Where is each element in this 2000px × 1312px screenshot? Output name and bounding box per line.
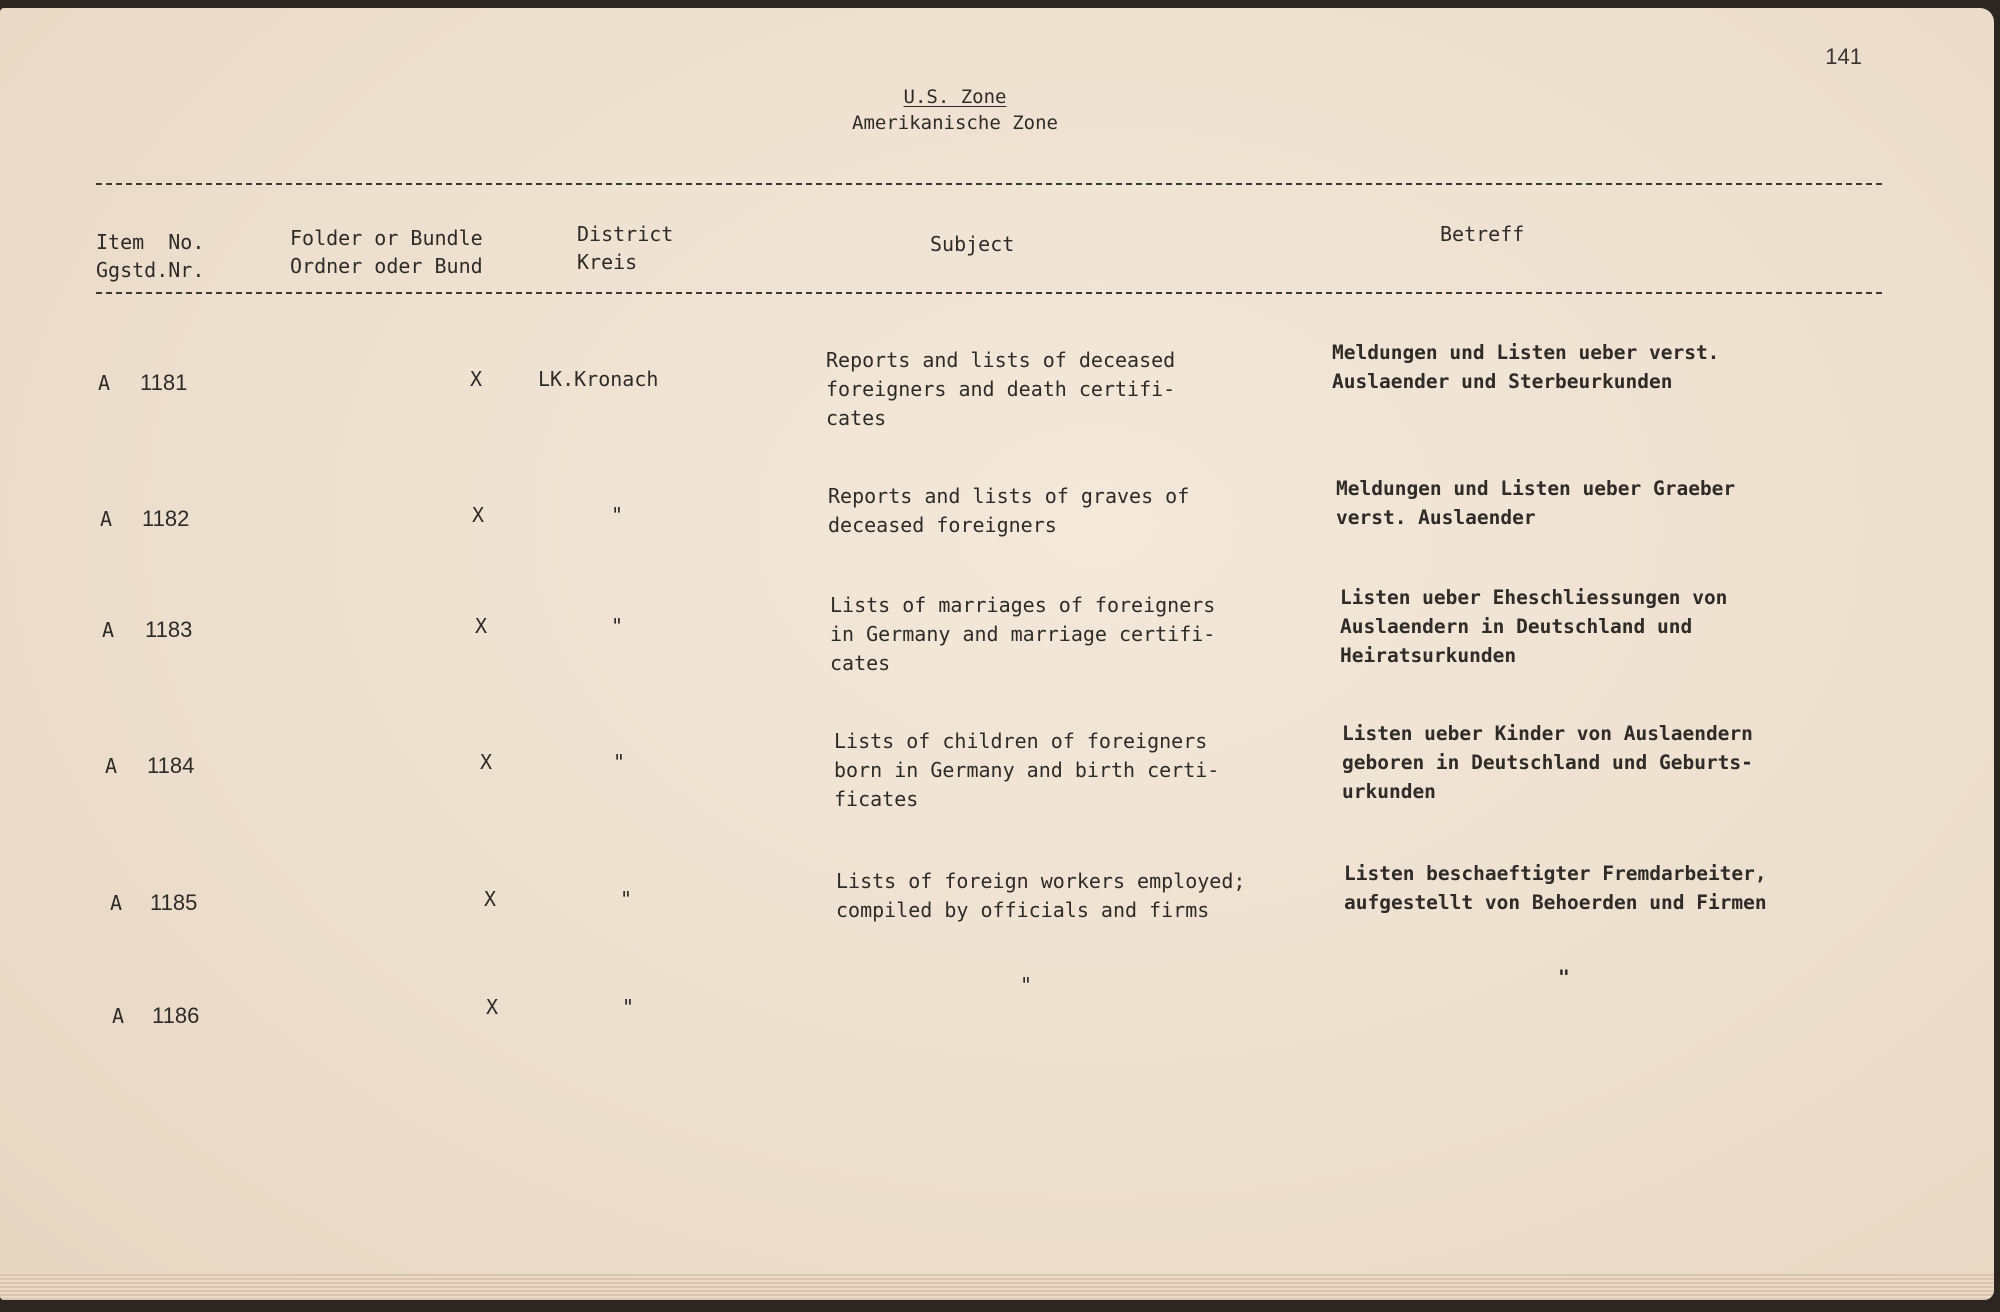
header-item-no-en: Item No. <box>96 230 205 254</box>
betreff-text <box>1344 859 1767 917</box>
folder-mark: X <box>480 750 493 774</box>
document-page <box>0 8 1994 1300</box>
subject-line: Reports and lists of deceased <box>826 348 1176 372</box>
betreff-line: Auslaendern in Deutschland und <box>1340 615 1693 638</box>
betreff-line: urkunden <box>1342 780 1436 803</box>
subject-line: deceased foreigners <box>828 513 1057 537</box>
title-us-zone: U.S. Zone <box>903 86 1007 108</box>
betreff-line: aufgestellt von Behoerden und Firmen <box>1344 891 1767 914</box>
betreff-text <box>1342 719 1753 806</box>
district-name: " <box>620 887 633 911</box>
item-prefix: A <box>102 618 115 642</box>
header-item-no <box>96 228 204 284</box>
page-title <box>780 84 1130 136</box>
header-district <box>577 220 673 276</box>
betreff-line: Listen ueber Kinder von Auslaendern <box>1342 722 1753 745</box>
item-number: 1183 <box>145 617 193 642</box>
item-prefix: A <box>112 1004 125 1028</box>
betreff-line: Listen beschaeftigter Fremdarbeiter, <box>1344 862 1767 885</box>
betreff-line: verst. Auslaender <box>1336 506 1536 529</box>
district-name: LK.Kronach <box>538 367 659 391</box>
subject-line: foreigners and death certifi- <box>826 377 1176 401</box>
header-subject: Subject <box>930 232 1015 256</box>
header-folder-bundle-en: Folder or Bundle <box>290 226 483 250</box>
betreff-line: Meldungen und Listen ueber verst. <box>1332 341 1720 364</box>
subject-line: Lists of children of foreigners <box>834 729 1208 753</box>
district-name: " <box>611 614 624 638</box>
header-top-rule <box>96 183 1882 185</box>
district-name: " <box>611 503 624 527</box>
header-district-en: District <box>577 222 674 246</box>
subject-text <box>828 482 1189 540</box>
betreff-text <box>1558 963 1570 992</box>
header-folder-bundle-de: Ordner oder Bund <box>290 254 483 278</box>
betreff-line: Listen ueber Eheschliessungen von <box>1340 586 1728 609</box>
betreff-text <box>1340 583 1727 670</box>
district-name: " <box>622 995 635 1019</box>
subject-text <box>826 346 1175 433</box>
subject-line: " <box>1020 973 1033 997</box>
subject-text <box>830 591 1215 678</box>
header-district-de: Kreis <box>577 250 638 274</box>
subject-line: Lists of marriages of foreigners <box>830 593 1216 617</box>
header-betreff: Betreff <box>1440 222 1525 246</box>
item-prefix: A <box>105 754 118 778</box>
item-prefix: A <box>98 371 111 395</box>
header-folder-bundle <box>290 224 483 280</box>
item-number: 1186 <box>152 1003 200 1028</box>
subject-text <box>836 867 1245 925</box>
betreff-text <box>1332 338 1719 396</box>
item-prefix: A <box>110 891 123 915</box>
item-number: 1184 <box>147 753 195 778</box>
header-bottom-rule <box>96 292 1882 294</box>
subject-text <box>1020 971 1032 1000</box>
folder-mark: X <box>472 503 485 527</box>
subject-line: ficates <box>834 787 919 811</box>
subject-line: cates <box>826 406 887 430</box>
betreff-line: Heiratsurkunden <box>1340 644 1517 667</box>
item-number: 1182 <box>142 506 190 531</box>
betreff-line: Meldungen und Listen ueber Graeber <box>1336 477 1736 500</box>
betreff-line: geboren in Deutschland und Geburts- <box>1342 751 1753 774</box>
subject-text <box>834 727 1219 814</box>
folder-mark: X <box>486 995 499 1019</box>
page-number: 141 <box>1825 44 1862 69</box>
betreff-text <box>1336 474 1735 532</box>
item-number: 1181 <box>140 370 188 395</box>
item-prefix: A <box>100 507 113 531</box>
folder-mark: X <box>484 887 497 911</box>
betreff-line: " <box>1558 966 1570 989</box>
subject-line: cates <box>830 651 891 675</box>
subject-line: in Germany and marriage certifi- <box>830 622 1216 646</box>
subject-line: compiled by officials and firms <box>836 898 1210 922</box>
subject-line: Reports and lists of graves of <box>828 484 1190 508</box>
district-name: " <box>613 750 626 774</box>
header-item-no-de: Ggstd.Nr. <box>96 258 205 282</box>
folder-mark: X <box>475 614 488 638</box>
page-stack-edge <box>0 1274 1994 1300</box>
folder-mark: X <box>470 367 483 391</box>
subject-line: Lists of foreign workers employed; <box>836 869 1246 893</box>
title-german-zone: Amerikanische Zone <box>852 112 1058 134</box>
item-number: 1185 <box>150 890 198 915</box>
subject-line: born in Germany and birth certi- <box>834 758 1220 782</box>
betreff-line: Auslaender und Sterbeurkunden <box>1332 370 1673 393</box>
